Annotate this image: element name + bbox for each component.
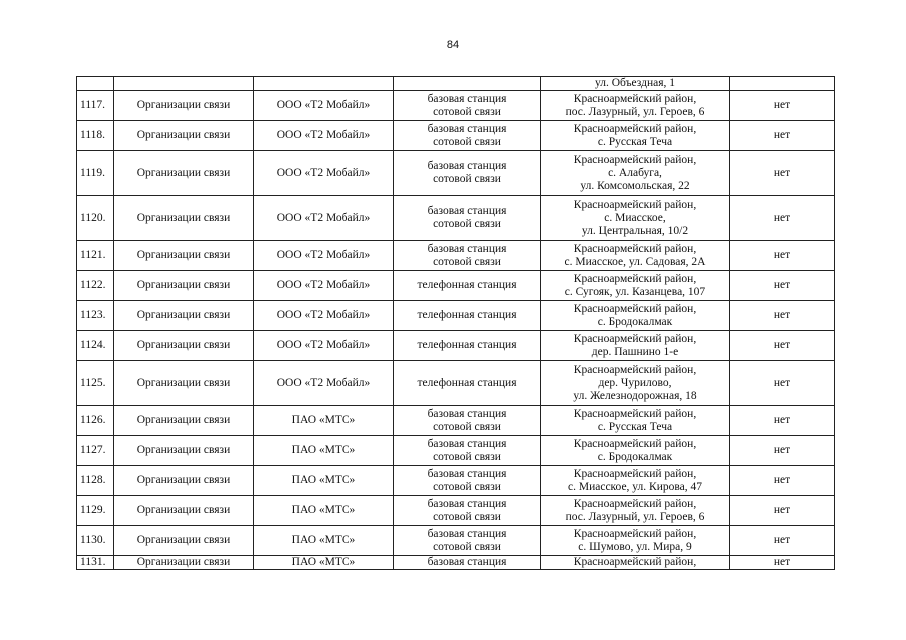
object-type-line: сотовой связи	[433, 218, 501, 230]
object-type-line: базовая станция	[427, 497, 507, 510]
address-line: с. Миасское, ул. Кирова, 47	[568, 480, 702, 493]
address-line: с. Бродокалмак	[597, 315, 673, 328]
address-line: ул. Центральная, 10/2	[581, 224, 689, 237]
address-cell	[541, 301, 730, 331]
address-cell	[541, 361, 730, 406]
table-row	[77, 526, 835, 556]
address-cell	[541, 151, 730, 196]
object-type-line: базовая станция	[427, 122, 507, 135]
address-line: Красноармейский район,	[573, 302, 697, 315]
address-cell	[541, 271, 730, 301]
row-number-cell: 1128.	[77, 466, 114, 496]
object-type-cell	[394, 271, 541, 301]
object-type-line: сотовой связи	[433, 450, 501, 463]
address-line: с. Сугояк, ул. Казанцева, 107	[564, 285, 706, 298]
object-type-line: базовая станция	[427, 92, 507, 105]
row-number-cell: 1119.	[77, 151, 114, 196]
address-line: дер. Пашнино 1-е	[591, 345, 679, 358]
table-row	[77, 496, 835, 526]
address-line: пос. Лазурный, ул. Героев, 6	[565, 105, 705, 118]
address-line: Красноармейский район,	[573, 363, 697, 376]
address-cell	[541, 496, 730, 526]
organization-cell: ООО «Т2 Мобайл»	[254, 301, 394, 331]
organization-cell	[254, 77, 394, 91]
address-line: ул. Железнодорожная, 18	[573, 389, 697, 402]
object-type-cell	[394, 406, 541, 436]
object-type-cell	[394, 436, 541, 466]
flag-cell: нет	[730, 466, 835, 496]
category-cell: Организации связи	[114, 436, 254, 466]
category-cell: Организации связи	[114, 496, 254, 526]
category-cell: Организации связи	[114, 241, 254, 271]
address-line: с. Бродокалмак	[597, 450, 673, 463]
address-line: Красноармейский район,	[573, 556, 697, 568]
object-type-line: телефонная станция	[417, 339, 517, 351]
object-type-line: базовая станция	[427, 437, 507, 450]
address-cell	[541, 77, 730, 91]
address-cell	[541, 91, 730, 121]
flag-cell: нет	[730, 406, 835, 436]
address-cell	[541, 241, 730, 271]
table-row	[77, 91, 835, 121]
organization-cell: ООО «Т2 Мобайл»	[254, 91, 394, 121]
flag-cell: нет	[730, 526, 835, 556]
category-cell: Организации связи	[114, 151, 254, 196]
flag-cell: нет	[730, 361, 835, 406]
object-type-cell	[394, 301, 541, 331]
table-row	[77, 77, 835, 91]
object-type-cell	[394, 331, 541, 361]
address-line: Красноармейский район,	[573, 242, 697, 255]
organization-cell: ПАО «МТС»	[254, 406, 394, 436]
address-line: Красноармейский район,	[573, 407, 697, 420]
object-type-cell	[394, 151, 541, 196]
row-number-cell: 1122.	[77, 271, 114, 301]
organization-cell: ПАО «МТС»	[254, 466, 394, 496]
category-cell: Организации связи	[114, 406, 254, 436]
object-type-line: телефонная станция	[417, 309, 517, 321]
category-cell: Организации связи	[114, 331, 254, 361]
flag-cell: нет	[730, 91, 835, 121]
address-line: Красноармейский район,	[573, 437, 697, 450]
row-number-cell: 1131.	[77, 556, 114, 570]
organization-cell: ООО «Т2 Мобайл»	[254, 361, 394, 406]
row-number-cell: 1123.	[77, 301, 114, 331]
address-line: Красноармейский район,	[573, 92, 697, 105]
object-type-line: сотовой связи	[433, 420, 501, 433]
address-cell	[541, 121, 730, 151]
category-cell: Организации связи	[114, 91, 254, 121]
address-line: с. Миасское, ул. Садовая, 2А	[564, 255, 706, 268]
object-type-cell	[394, 196, 541, 241]
organization-cell: ООО «Т2 Мобайл»	[254, 241, 394, 271]
organization-cell: ООО «Т2 Мобайл»	[254, 121, 394, 151]
table-row	[77, 556, 835, 570]
object-type-line: сотовой связи	[433, 540, 501, 553]
table-row	[77, 301, 835, 331]
flag-cell: нет	[730, 271, 835, 301]
organization-cell: ООО «Т2 Мобайл»	[254, 331, 394, 361]
address-line: Красноармейский район,	[573, 467, 697, 480]
address-line: дер. Чурилово,	[598, 376, 672, 389]
organization-cell: ООО «Т2 Мобайл»	[254, 151, 394, 196]
address-cell	[541, 556, 730, 570]
table-row	[77, 406, 835, 436]
object-type-cell	[394, 526, 541, 556]
object-type-cell	[394, 241, 541, 271]
table-row	[77, 151, 835, 196]
flag-cell: нет	[730, 241, 835, 271]
address-line: Красноармейский район,	[573, 198, 697, 211]
category-cell: Организации связи	[114, 271, 254, 301]
object-type-line: базовая станция	[427, 242, 507, 255]
object-type-cell	[394, 91, 541, 121]
address-line: с. Русская Теча	[597, 135, 673, 148]
address-line: пос. Лазурный, ул. Героев, 6	[565, 510, 705, 523]
address-line: Красноармейский район,	[573, 332, 697, 345]
organization-cell: ПАО «МТС»	[254, 436, 394, 466]
object-type-line: базовая станция	[427, 407, 507, 420]
object-type-cell	[394, 121, 541, 151]
table-row	[77, 196, 835, 241]
address-cell	[541, 196, 730, 241]
object-type-line: телефонная станция	[417, 376, 517, 389]
row-number-cell: 1126.	[77, 406, 114, 436]
object-type-line: сотовой связи	[433, 105, 501, 118]
address-line: Красноармейский район,	[573, 122, 697, 135]
address-line: Красноармейский район,	[573, 527, 697, 540]
address-line: Красноармейский район,	[573, 153, 697, 166]
flag-cell: нет	[730, 331, 835, 361]
address-line: Красноармейский район,	[573, 497, 697, 510]
flag-cell: нет	[730, 301, 835, 331]
category-cell	[114, 77, 254, 91]
object-type-line: базовая станция	[427, 467, 507, 480]
object-type-line: сотовой связи	[433, 480, 501, 493]
object-type-line: сотовой связи	[433, 255, 501, 268]
address-line: с. Шумово, ул. Мира, 9	[578, 540, 692, 553]
row-number-cell: 1117.	[77, 91, 114, 121]
address-line: ул. Объездная, 1	[594, 77, 676, 89]
flag-cell: нет	[730, 196, 835, 241]
row-number-cell: 1120.	[77, 196, 114, 241]
address-line: ул. Комсомольская, 22	[580, 179, 690, 192]
category-cell: Организации связи	[114, 361, 254, 406]
category-cell: Организации связи	[114, 466, 254, 496]
address-cell	[541, 331, 730, 361]
object-type-line: телефонная станция	[417, 279, 517, 291]
row-number-cell	[77, 77, 114, 91]
object-type-line: базовая станция	[427, 527, 507, 540]
flag-cell: нет	[730, 556, 835, 570]
table-row	[77, 361, 835, 406]
table-row	[77, 331, 835, 361]
object-type-line: базовая станция	[427, 205, 507, 217]
address-line: с. Миасское,	[604, 211, 666, 224]
table-row	[77, 466, 835, 496]
address-cell	[541, 466, 730, 496]
object-type-cell	[394, 466, 541, 496]
organization-cell: ПАО «МТС»	[254, 556, 394, 570]
address-line: с. Алабуга,	[608, 166, 662, 179]
flag-cell: нет	[730, 496, 835, 526]
row-number-cell: 1124.	[77, 331, 114, 361]
object-type-line: сотовой связи	[433, 173, 501, 185]
row-number-cell: 1118.	[77, 121, 114, 151]
category-cell: Организации связи	[114, 196, 254, 241]
organization-cell: ООО «Т2 Мобайл»	[254, 196, 394, 241]
category-cell: Организации связи	[114, 121, 254, 151]
table-row	[77, 121, 835, 151]
address-cell	[541, 406, 730, 436]
object-type-line: базовая станция	[427, 160, 507, 172]
object-type-line: базовая станция	[427, 556, 507, 568]
object-type-line: сотовой связи	[433, 135, 501, 148]
flag-cell: нет	[730, 121, 835, 151]
category-cell: Организации связи	[114, 556, 254, 570]
row-number-cell: 1125.	[77, 361, 114, 406]
object-type-cell	[394, 77, 541, 91]
row-number-cell: 1121.	[77, 241, 114, 271]
page-number: 84	[446, 39, 460, 51]
object-type-line: сотовой связи	[433, 510, 501, 523]
row-number-cell: 1127.	[77, 436, 114, 466]
object-type-cell	[394, 361, 541, 406]
flag-cell: нет	[730, 436, 835, 466]
table-row	[77, 241, 835, 271]
registry-table-body	[77, 77, 835, 570]
category-cell: Организации связи	[114, 301, 254, 331]
address-line: Красноармейский район,	[573, 272, 697, 285]
organization-cell: ООО «Т2 Мобайл»	[254, 271, 394, 301]
address-cell	[541, 436, 730, 466]
table-row	[77, 271, 835, 301]
object-type-cell	[394, 556, 541, 570]
object-type-cell	[394, 496, 541, 526]
flag-cell: нет	[730, 151, 835, 196]
organization-cell: ПАО «МТС»	[254, 526, 394, 556]
organization-cell: ПАО «МТС»	[254, 496, 394, 526]
row-number-cell: 1129.	[77, 496, 114, 526]
registry-table	[76, 76, 835, 570]
category-cell: Организации связи	[114, 526, 254, 556]
flag-cell	[730, 77, 835, 91]
row-number-cell: 1130.	[77, 526, 114, 556]
address-cell	[541, 526, 730, 556]
address-line: с. Русская Теча	[597, 420, 673, 433]
table-row	[77, 436, 835, 466]
